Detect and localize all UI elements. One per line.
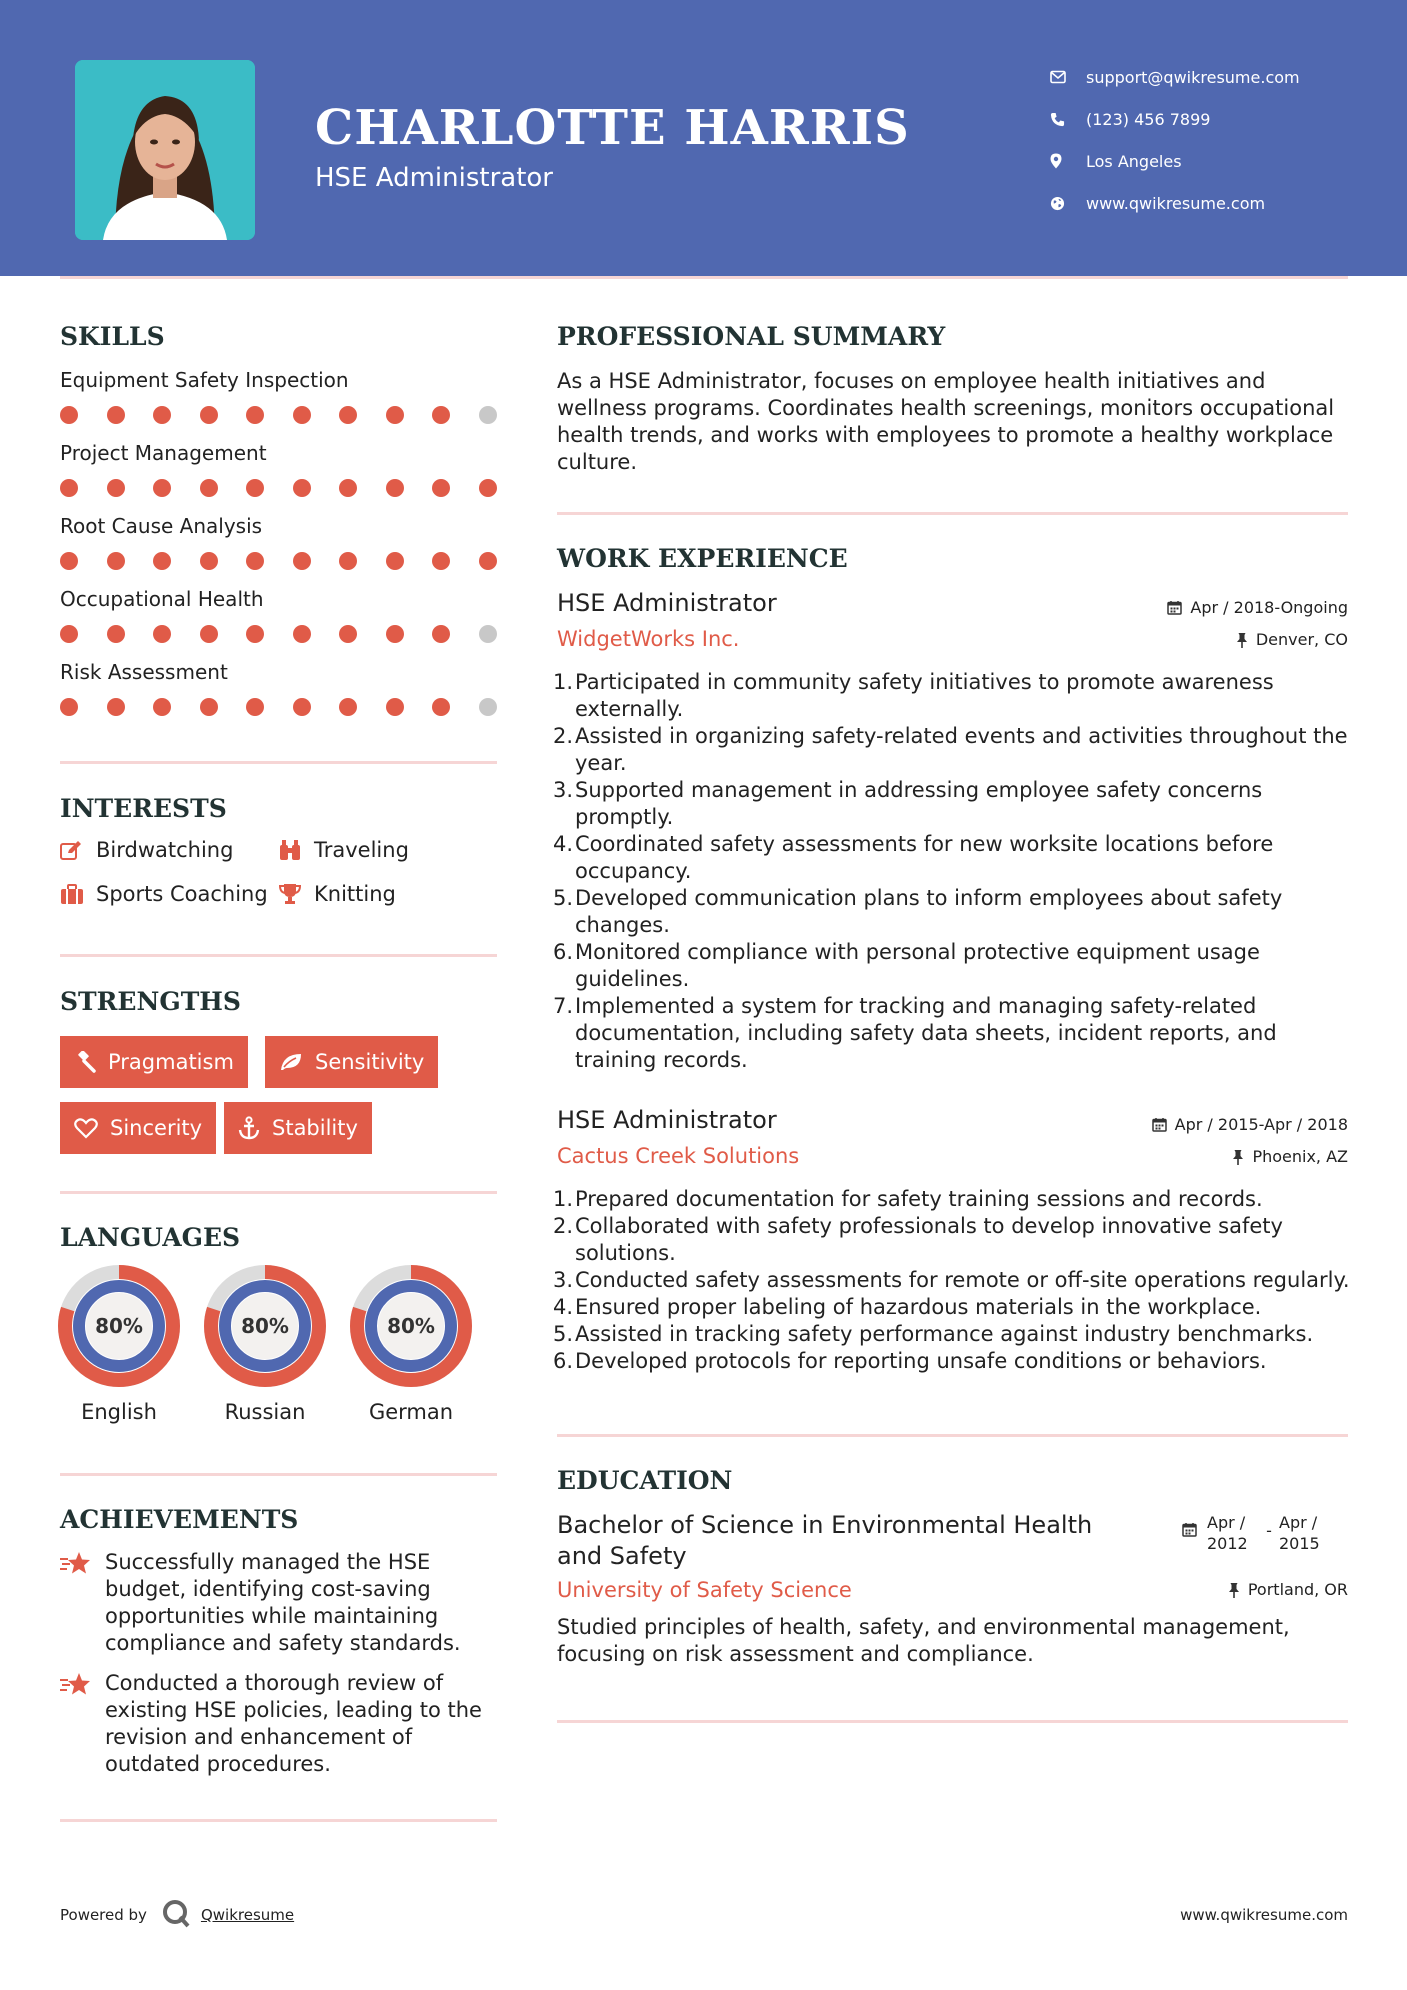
interest-item	[60, 838, 233, 862]
skill-name: Root Cause Analysis	[60, 514, 263, 538]
skill-dot-filled	[60, 406, 78, 424]
skill-dot-filled	[246, 625, 264, 643]
job-duties	[552, 1186, 1357, 1375]
education-description: Studied principles of health, safety, and environmental management, focusing on risk assessment and compliance.	[557, 1615, 1290, 1666]
duty-item: 7 . Implemented a system for tracking and managing safety-related documentation, including safety data sheets, incident reports, and training records.	[557, 993, 1357, 1074]
skill-dot-filled	[107, 625, 125, 643]
skill-dot-filled	[386, 625, 404, 643]
skill-rating	[60, 696, 500, 716]
section-divider	[60, 1191, 497, 1194]
company-name: WidgetWorks Inc.	[557, 627, 740, 651]
education-location-text: Portland, OR	[1247, 1580, 1348, 1599]
contact-location	[1050, 140, 1300, 182]
job-title: HSE Administrator	[557, 1106, 777, 1134]
language-percent: 80%	[241, 1314, 289, 1338]
strength-label: Pragmatism	[108, 1050, 234, 1074]
duty-item: 5 . Assisted in tracking safety performance against industry benchmarks.	[557, 1321, 1357, 1348]
achievement-item	[60, 1670, 500, 1778]
skill-dot-filled	[107, 552, 125, 570]
languages-heading: LANGUAGES	[60, 1223, 241, 1252]
skill-dot-filled	[386, 406, 404, 424]
section-divider	[60, 761, 497, 764]
achievements-heading: ACHIEVEMENTS	[60, 1505, 299, 1534]
job-duties	[552, 669, 1357, 1074]
education-dates: Apr / 2012 - Apr / 2015	[1182, 1512, 1331, 1554]
skill-rating	[60, 550, 500, 570]
pushpin-icon	[1228, 1582, 1240, 1598]
section-divider	[60, 954, 497, 957]
calendar-icon	[1152, 1117, 1167, 1132]
star-icon	[60, 1672, 92, 1702]
skill-dot-filled	[339, 625, 357, 643]
degree-title: Bachelor of Science in Environmental Health and Safety	[557, 1511, 1093, 1570]
language-percent: 80%	[387, 1314, 435, 1338]
briefcase-icon	[60, 884, 96, 905]
header-divider	[60, 276, 1348, 279]
skill-dot-filled	[293, 406, 311, 424]
contact-email-text: support@qwikresume.com	[1086, 67, 1300, 87]
skill-dot-filled	[60, 479, 78, 497]
skill-dot-empty	[479, 698, 497, 716]
skill-dot-filled	[200, 479, 218, 497]
skill-name: Equipment Safety Inspection	[60, 368, 349, 392]
interest-item	[278, 882, 396, 906]
strength-tag	[265, 1036, 438, 1088]
duty-item: 6 . Developed protocols for reporting unsafe conditions or behaviors.	[557, 1348, 1357, 1375]
strength-label: Sincerity	[110, 1116, 203, 1140]
contact-website-text: www.qwikresume.com	[1086, 193, 1266, 213]
candidate-name: CHARLOTTE HARRIS	[315, 100, 910, 156]
interests-heading: INTERESTS	[60, 794, 227, 823]
skill-dot-filled	[60, 698, 78, 716]
skill-dot-filled	[153, 406, 171, 424]
language-item	[203, 1264, 327, 1424]
skill-dot-filled	[246, 698, 264, 716]
duty-item: 5 . Developed communication plans to inform employees about safety changes.	[557, 885, 1357, 939]
contact-list	[1050, 56, 1300, 224]
strength-tag	[60, 1102, 216, 1154]
skills-heading: SKILLS	[60, 322, 165, 351]
map-pin-icon	[1050, 153, 1086, 169]
language-item	[57, 1264, 181, 1424]
binoculars-icon	[278, 839, 314, 861]
heart-icon	[74, 1118, 98, 1139]
skill-dot-filled	[339, 552, 357, 570]
skill-rating	[60, 623, 500, 643]
leaf-icon	[279, 1052, 303, 1072]
footer-branding	[60, 1898, 294, 1932]
skill-dot-filled	[153, 698, 171, 716]
contact-phone[interactable]	[1050, 98, 1300, 140]
job-dates-text: Apr / 2015-Apr / 2018	[1174, 1115, 1348, 1134]
skill-dot-filled	[432, 625, 450, 643]
section-divider	[557, 1720, 1348, 1723]
job-title: HSE Administrator	[557, 589, 777, 617]
language-item	[349, 1264, 473, 1424]
job-dates-text: Apr / 2018-Ongoing	[1190, 598, 1348, 617]
language-name: Russian	[224, 1400, 306, 1424]
job-location	[1232, 1147, 1348, 1166]
skill-dot-empty	[479, 406, 497, 424]
globe-icon	[1050, 196, 1086, 211]
language-name: English	[81, 1400, 157, 1424]
duty-item: 1 . Participated in community safety initiatives to promote awareness externally.	[557, 669, 1357, 723]
interest-item	[278, 838, 409, 862]
skill-dot-filled	[107, 479, 125, 497]
star-icon	[60, 1551, 92, 1581]
skill-name: Risk Assessment	[60, 660, 228, 684]
profile-photo	[75, 60, 255, 240]
job-dates	[1167, 598, 1348, 617]
skill-dot-filled	[432, 406, 450, 424]
duty-item: 6 . Monitored compliance with personal protective equipment usage guidelines.	[557, 939, 1357, 993]
duty-item: 1 . Prepared documentation for safety training sessions and records.	[557, 1186, 1357, 1213]
strength-tag	[60, 1036, 248, 1088]
company-name: Cactus Creek Solutions	[557, 1144, 800, 1168]
skill-dot-filled	[153, 479, 171, 497]
skill-dot-filled	[200, 552, 218, 570]
skill-name: Occupational Health	[60, 587, 264, 611]
powered-by-label: Powered by	[60, 1906, 147, 1924]
skill-dot-filled	[200, 625, 218, 643]
duty-item: 3 . Supported management in addressing employee safety concerns promptly.	[557, 777, 1357, 831]
skill-dot-filled	[200, 406, 218, 424]
section-divider	[60, 1473, 497, 1476]
skill-dot-filled	[339, 479, 357, 497]
strength-label: Stability	[272, 1116, 358, 1140]
achievement-text: Successfully managed the HSE budget, identifying cost-saving opportunities while maintaining compliance and safety standards.	[105, 1550, 461, 1655]
envelope-icon	[1050, 70, 1086, 84]
calendar-icon	[1182, 1522, 1197, 1537]
skill-dot-filled	[153, 552, 171, 570]
job-location-text: Phoenix, AZ	[1252, 1147, 1348, 1166]
skill-dot-filled	[246, 479, 264, 497]
education-end-date: Apr / 2015	[1279, 1513, 1320, 1553]
resume-header	[0, 0, 1407, 276]
edit-icon	[60, 840, 96, 860]
contact-email[interactable]	[1050, 56, 1300, 98]
skill-dot-filled	[386, 479, 404, 497]
skill-dot-filled	[339, 698, 357, 716]
calendar-icon	[1167, 600, 1182, 615]
achievement-text: Conducted a thorough review of existing HSE policies, leading to the revision and enhancement of outdated procedures.	[105, 1671, 482, 1776]
section-divider	[60, 1819, 497, 1822]
duty-item: 2 . Collaborated with safety professionals to develop innovative safety solutions.	[557, 1213, 1357, 1267]
education-heading: EDUCATION	[557, 1466, 733, 1495]
contact-location-text: Los Angeles	[1086, 151, 1182, 171]
candidate-title: HSE Administrator	[315, 163, 553, 193]
pushpin-icon	[1232, 1149, 1244, 1165]
strengths-heading: STRENGTHS	[60, 987, 241, 1016]
skill-dot-filled	[107, 698, 125, 716]
skill-dot-filled	[386, 552, 404, 570]
language-name: German	[368, 1400, 454, 1424]
education-location	[1228, 1580, 1348, 1599]
skill-dot-filled	[386, 698, 404, 716]
qwikresume-logo-icon	[161, 1898, 191, 1932]
job-location-text: Denver, CO	[1255, 630, 1348, 649]
skill-dot-filled	[432, 698, 450, 716]
interest-label: Sports Coaching	[96, 882, 268, 906]
interest-label: Birdwatching	[96, 838, 234, 862]
contact-phone-text: (123) 456 7899	[1086, 109, 1211, 129]
duty-item: 2 . Assisted in organizing safety-related events and activities throughout the year.	[557, 723, 1357, 777]
skill-rating	[60, 404, 500, 424]
skill-dot-filled	[200, 698, 218, 716]
qwikresume-link[interactable]: Qwikresume	[200, 1906, 295, 1924]
school-name: University of Safety Science	[557, 1578, 852, 1602]
skill-dot-filled	[293, 625, 311, 643]
summary-text: As a HSE Administrator, focuses on employee health initiatives and wellness programs. Coordinates health screenings, monitors occupational health trends, and works with employees to promote a healthy workplace culture.	[557, 369, 1335, 474]
skill-dot-filled	[479, 552, 497, 570]
skill-dot-filled	[246, 406, 264, 424]
skill-dot-filled	[293, 698, 311, 716]
interest-item	[60, 882, 268, 906]
skill-dot-filled	[246, 552, 264, 570]
duty-item: 4 . Coordinated safety assessments for new worksite locations before occupancy.	[557, 831, 1357, 885]
phone-icon	[1050, 112, 1086, 127]
summary-heading: PROFESSIONAL SUMMARY	[557, 322, 946, 351]
duty-item: 4 . Ensured proper labeling of hazardous materials in the workplace.	[557, 1294, 1357, 1321]
footer-website[interactable]: www.qwikresume.com	[1180, 1906, 1348, 1924]
trophy-icon	[278, 883, 314, 905]
section-divider	[557, 512, 1348, 515]
skill-rating	[60, 477, 500, 497]
gavel-icon	[74, 1051, 96, 1073]
skill-dot-filled	[60, 625, 78, 643]
interest-label: Traveling	[314, 838, 409, 862]
skill-dot-filled	[293, 479, 311, 497]
skill-name: Project Management	[60, 441, 267, 465]
skill-dot-filled	[107, 406, 125, 424]
interest-label: Knitting	[314, 882, 396, 906]
skill-dot-empty	[479, 625, 497, 643]
duty-item: 3 . Conducted safety assessments for remote or off-site operations regularly.	[557, 1267, 1357, 1294]
skill-dot-filled	[479, 479, 497, 497]
section-divider	[557, 1434, 1348, 1437]
job-location	[1236, 630, 1348, 649]
strength-tag	[224, 1102, 372, 1154]
pushpin-icon	[1236, 632, 1248, 648]
language-percent: 80%	[95, 1314, 143, 1338]
anchor-icon	[238, 1116, 260, 1140]
skill-dot-filled	[153, 625, 171, 643]
experience-heading: WORK EXPERIENCE	[557, 544, 848, 573]
education-start-date: Apr / 2012	[1207, 1513, 1248, 1553]
strength-label: Sensitivity	[315, 1050, 425, 1074]
contact-website[interactable]	[1050, 182, 1300, 224]
skill-dot-filled	[60, 552, 78, 570]
skill-dot-filled	[293, 552, 311, 570]
skill-dot-filled	[432, 552, 450, 570]
skill-dot-filled	[339, 406, 357, 424]
skill-dot-filled	[432, 479, 450, 497]
achievement-item	[60, 1549, 500, 1657]
job-dates	[1152, 1115, 1348, 1134]
